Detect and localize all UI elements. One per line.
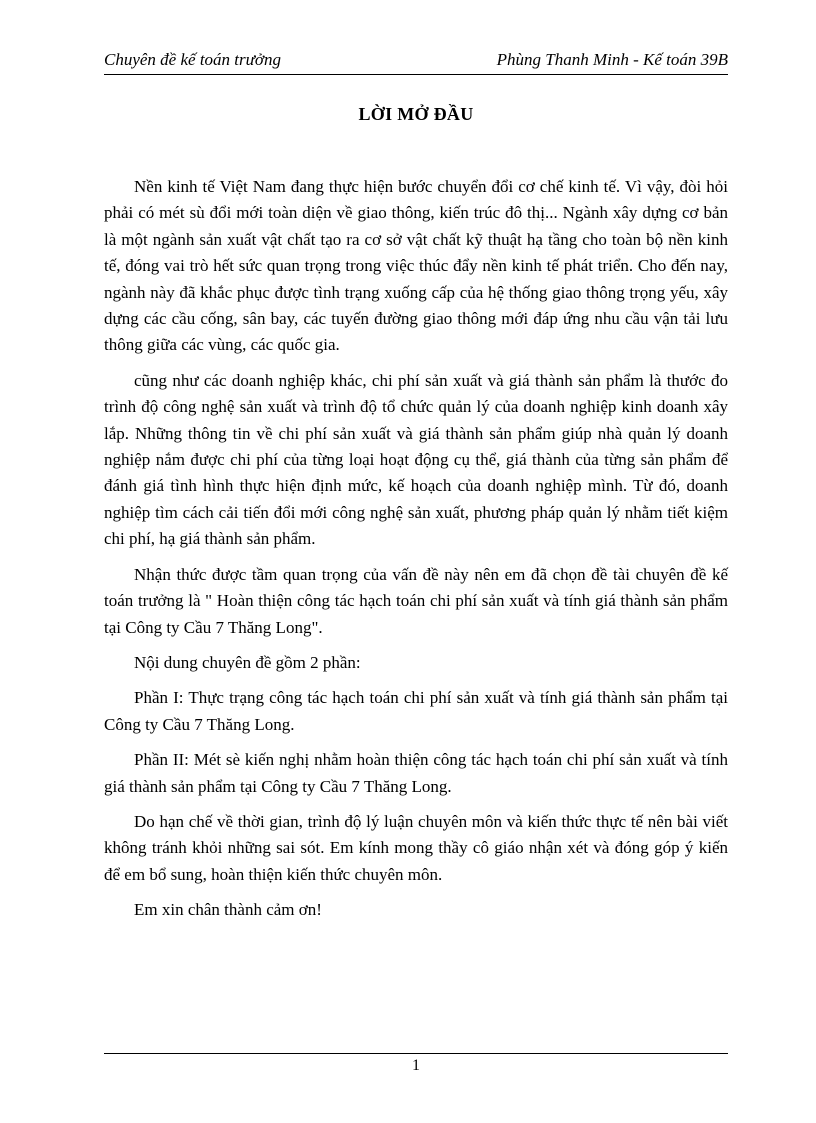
header-right-text: Phùng Thanh Minh - Kế toán 39B — [496, 50, 728, 69]
header-left-text: Chuyên đề kế toán trưởng — [104, 50, 281, 69]
page-header — [104, 48, 728, 75]
paragraph-intro: Nền kinh tế Việt Nam đang thực hiện bước chuyển đổi cơ chế kinh tế. Vì vậy, đòi hỏi phải có mét sù đổi mới toàn diện về giao thông, kiến trúc đô thị... Ngành xây dựng cơ bản là một ngành sản xuất vật chất tạo ra cơ sở vật chất kỹ thuật hạ tầng cho toàn bộ nền kinh tế, đóng vai trò hết sức quan trọng trong việc thúc đẩy nền kinh tế phát triển. Cho đến nay, ngành này đã khắc phục được tình trạng xuống cấp của hệ thống giao thông trọng yếu, xây dựng các cầu cống, sân bay, các tuyến đường giao thông mới đáp ứng nhu cầu vận tải lưu thông giữa các vùng, các quốc gia. — [104, 177, 728, 355]
page-number: 1 — [412, 1057, 420, 1074]
paragraph-limitations: Do hạn chế về thời gian, trình độ lý luận chuyên môn và kiến thức thực tế nên bài viết không tránh khỏi những sai sót. Em kính mong thầy cô giáo nhận xét và đóng góp ý kiến để em bổ sung, hoàn thiện kiến thức chuyên môn. — [104, 811, 728, 884]
paragraph-content-outline: Nội dung chuyên đề gồm 2 phần: — [134, 652, 361, 672]
body-text — [104, 174, 728, 933]
paragraph-part-1: Phần I: Thực trạng công tác hạch toán chi phí sản xuất và tính giá thành sản phẩm tại Công ty Cầu 7 Thăng Long. — [104, 688, 728, 734]
paragraph-cost: cũng như các doanh nghiệp khác, chi phí sản xuất và giá thành sản phẩm là thước đo trình độ công nghệ sản xuất và trình độ tổ chức quản lý của doanh nghiệp kinh doanh xây lắp. Những thông tin về chi phí sản xuất và giá thành sản phẩm giúp nhà quản lý doanh nghiệp nắm được chi phí của từng loại hoạt động cụ thể, giá thành của từng sản phẩm để đánh giá tình hình thực hiện định mức, kế hoạch của doanh nghiệp mình. Từ đó, doanh nghiệp tìm cách cải tiến đổi mới công nghệ sản xuất, phương pháp quản lý nhằm tiết kiệm chi phí, hạ giá thành sản phẩm. — [104, 370, 728, 549]
page-title: LỜI MỞ ĐẦU — [358, 104, 474, 124]
paragraph-topic: Nhận thức được tầm quan trọng của vấn đề này nên em đã chọn đề tài chuyên đề kế toán trưởng là " Hoàn thiện công tác hạch toán chi phí sản xuất và tính giá thành sản phẩm tại Công ty Cầu 7 Thăng Long". — [104, 564, 728, 637]
paragraph-thanks: Em xin chân thành cảm ơn! — [134, 900, 322, 920]
paragraph-part-2: Phần II: Mét sè kiến nghị nhằm hoàn thiện công tác hạch toán chi phí sản xuất và tính giá thành sản phẩm tại Công ty Cầu 7 Thăng Long. — [104, 750, 728, 796]
footer-divider — [104, 1053, 728, 1054]
